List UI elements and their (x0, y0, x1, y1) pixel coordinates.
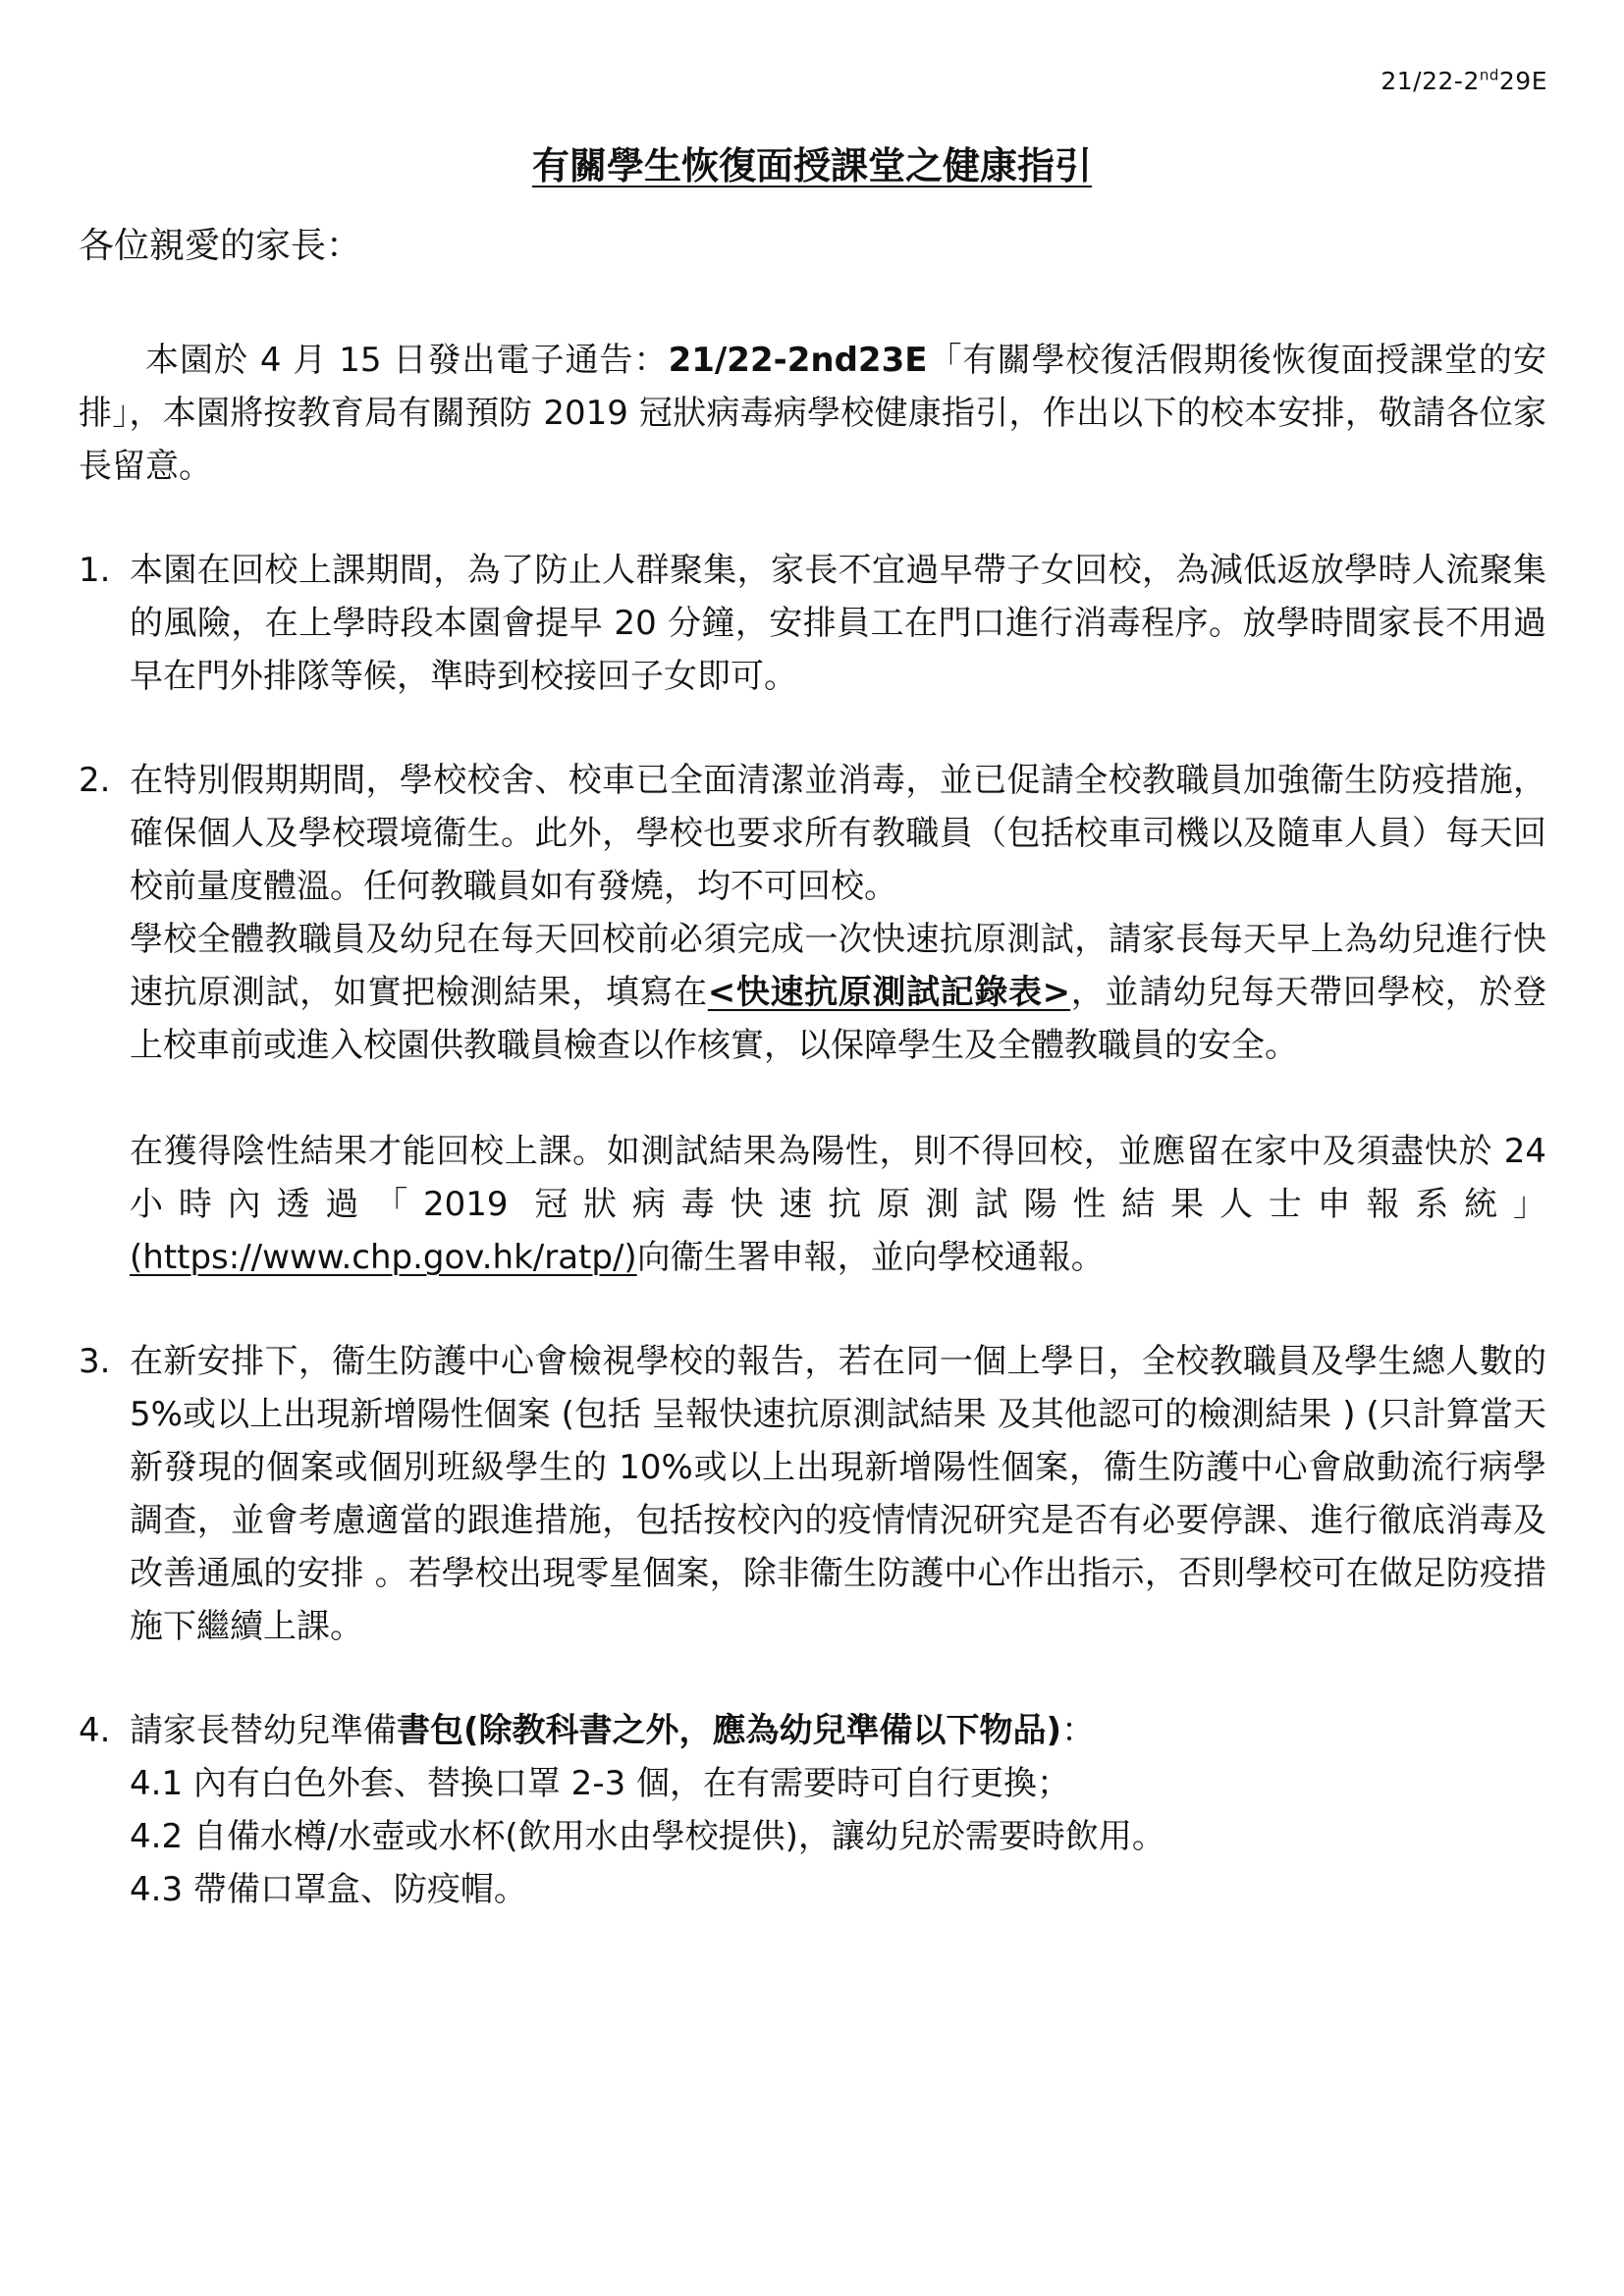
item-paragraph-hygiene: 在特別假期期間，學校校舍、校車已全面清潔並消毒，並已促請全校教職員加強衞生防疫措施，確保個人及學校環境衞生。此外，學校也要求所有教職員（包括校車司機以及隨車人員）每天回校前量度體溫。任何教職員如有發燒，均不可回校。 (130, 761, 1546, 906)
item-number: 1. (79, 551, 111, 590)
item-paragraph-positive: 在獲得陰性結果才能回校上課。如測試結果為陽性，則不得回校，並應留在家中及須盡快於 24 小時內透過「2019 冠狀病毒快速抗原測試陽性結果人士申報系統」(https://www.chp.gov.hk/ratp/)向衞生署申報，並向學校通報。 (130, 1132, 1546, 1277)
sub-item-4-2: 4.2 自備水樽/水壺或水杯(飲用水由學校提供)，讓幼兒於需要時飲用。 (130, 1817, 1165, 1856)
item-number: 3. (79, 1342, 111, 1381)
document-title: 有關學生恢復面授課堂之健康指引 (531, 144, 1092, 187)
notice-reference: 21/22-2nd23E (668, 341, 928, 380)
list-item-4 (79, 1704, 1546, 1916)
list-item-1 (79, 544, 1546, 703)
salutation: 各位親愛的家長： (79, 226, 362, 266)
document-reference: 21/22-2nd29E (1380, 66, 1547, 95)
item-number: 4. (79, 1711, 111, 1750)
sub-item-4-3: 4.3 帶備口罩盒、防疫帽。 (130, 1870, 527, 1909)
item-number: 2. (79, 761, 111, 800)
item-text: 在新安排下，衞生防護中心會檢視學校的報告，若在同一個上學日，全校教職員及學生總人數的 5%或以上出現新增陽性個案 (包括 呈報快速抗原測試結果 及其他認可的檢測結果 ) (只計算當天新發現的個案或個別班級學生的 10%或以上出現新增陽性個案，衞生防護中心會啟動流行病學調查，並會考慮適當的跟進措施，包括按校內的疫情情況研究是否有必要停課、進行徹底消毒及改善通風的安排 。若學校出現零星個案，除非衞生防護中心作出指示，否則學校可在做足防疫措施下繼續上課。 (130, 1342, 1546, 1646)
sub-item-4-1: 4.1 內有白色外套、替換口罩 2-3 個，在有需要時可自行更換； (130, 1764, 1071, 1803)
item-text: 本園在回校上課期間，為了防止人群聚集，家長不宜過早帶子女回校，為減低返放學時人流聚集的風險，在上學時段本園會提早 20 分鐘，安排員工在門口進行消毒程序。放學時間家長不用過早在門外排隊等候，準時到校接回子女即可。 (130, 551, 1546, 696)
item-paragraph-rat: 學校全體教職員及幼兒在每天回校前必須完成一次快速抗原測試，請家長每天早上為幼兒進行快速抗原測試，如實把檢測結果，填寫在<快速抗原測試記錄表>，並請幼兒每天帶回學校，於登上校車前或進入校園供教職員檢查以作核實，以保障學生及全體教職員的安全。 (130, 920, 1547, 1065)
intro-paragraph: 本園於 4 月 15 日發出電子通告：21/22-2nd23E「有關學校復活假期後恢復面授課堂的安排」，本園將按教育局有關預防 2019 冠狀病毒病學校健康指引，作出以下的校本安排，敬請各位家長留意。 (79, 341, 1546, 486)
list-item-2 (79, 754, 1546, 1284)
item-lead: 請家長替幼兒準備書包(除教科書之外，應為幼兒準備以下物品)： (130, 1711, 1096, 1750)
document-body (79, 334, 1546, 1967)
list-item-3 (79, 1335, 1546, 1653)
chp-declaration-link[interactable]: (https://www.chp.gov.hk/ratp/) (130, 1238, 637, 1277)
schoolbag-emphasis: 書包(除教科書之外，應為幼兒準備以下物品) (397, 1711, 1062, 1750)
rat-record-form-name: <快速抗原測試記錄表> (707, 973, 1071, 1012)
